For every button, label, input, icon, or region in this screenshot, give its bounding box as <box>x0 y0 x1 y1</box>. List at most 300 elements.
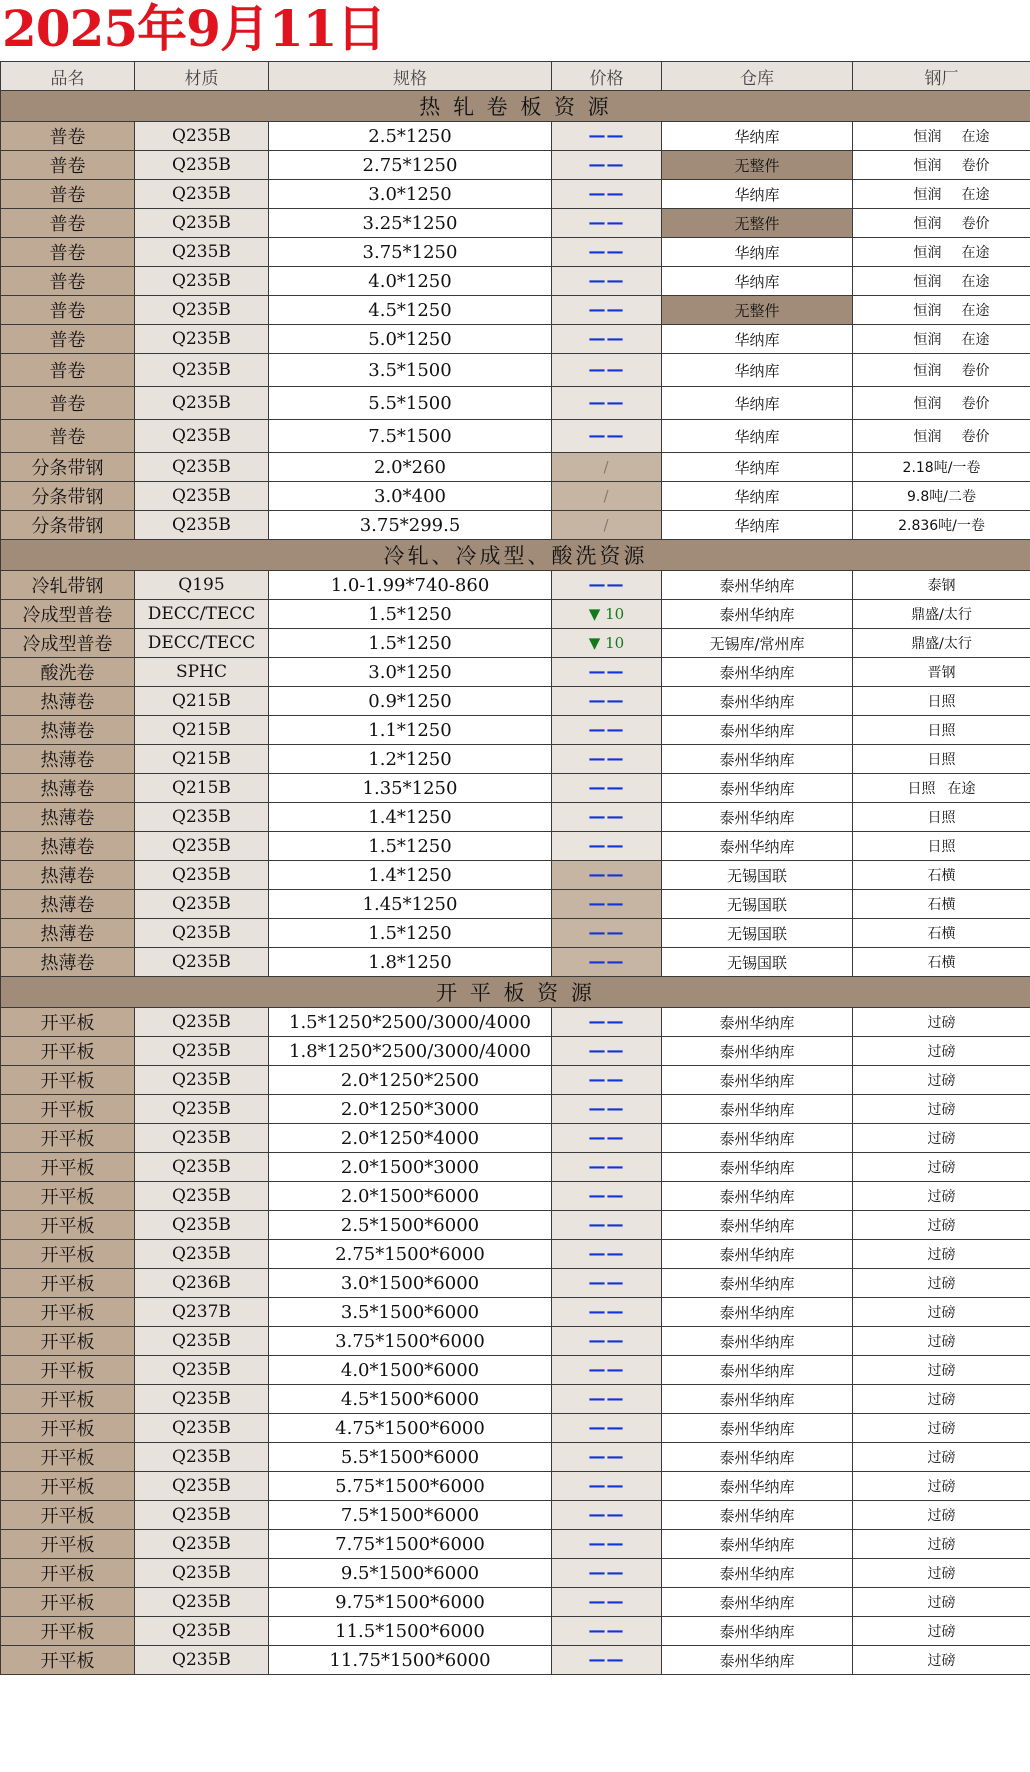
mill-cell <box>853 1646 1030 1675</box>
mill-cell <box>853 1153 1030 1182</box>
mill-cell <box>853 1530 1030 1559</box>
product-name-cell: 热薄卷 <box>1 948 135 977</box>
spec-cell: 5.0*1250 <box>269 325 552 354</box>
mill-name: 石横 <box>927 897 956 913</box>
price-cell <box>552 1240 662 1269</box>
table-row <box>1 238 1030 267</box>
spec-cell: 5.5*1500*6000 <box>269 1443 552 1472</box>
price-value: —— <box>588 923 625 943</box>
mill-cell <box>853 803 1030 832</box>
spec-cell: 1.4*1250 <box>269 861 552 890</box>
material-cell: Q235B <box>135 180 269 209</box>
price-value: —— <box>588 1244 625 1264</box>
mill-note: 卷价 <box>961 363 990 379</box>
price-cell <box>552 1008 662 1037</box>
table-row <box>1 1646 1030 1675</box>
material-cell: Q215B <box>135 687 269 716</box>
price-value: / <box>603 516 610 534</box>
material-cell: Q235B <box>135 1240 269 1269</box>
price-cell <box>552 387 662 420</box>
price-value: —— <box>588 1534 625 1554</box>
mill-cell <box>853 482 1030 511</box>
table-row <box>1 482 1030 511</box>
mill-note: 在途 <box>961 303 990 319</box>
mill-name: 鼎盛/太行 <box>911 607 972 623</box>
material-cell: Q235B <box>135 1443 269 1472</box>
price-cell <box>552 1559 662 1588</box>
price-cell <box>552 1443 662 1472</box>
warehouse-cell: 无整件 <box>662 296 853 325</box>
table-row <box>1 420 1030 453</box>
mill-cell <box>853 1211 1030 1240</box>
spec-cell: 2.0*1500*3000 <box>269 1153 552 1182</box>
product-name-cell: 开平板 <box>1 1559 135 1588</box>
price-value: —— <box>588 1389 625 1409</box>
section-header-row <box>1 540 1030 571</box>
warehouse-cell: 泰州华纳库 <box>662 1182 853 1211</box>
material-cell: Q235B <box>135 919 269 948</box>
mill-name: 9.8吨/二卷 <box>907 489 976 505</box>
warehouse-cell: 泰州华纳库 <box>662 1211 853 1240</box>
product-name-cell: 开平板 <box>1 1646 135 1675</box>
mill-cell <box>853 1501 1030 1530</box>
mill-name: 恒润 <box>913 332 942 348</box>
spec-cell: 4.5*1250 <box>269 296 552 325</box>
mill-name: 恒润 <box>913 187 942 203</box>
section-title: 冷轧、冷成型、酸洗资源 <box>1 540 1030 571</box>
table-row <box>1 1559 1030 1588</box>
spec-cell: 9.75*1500*6000 <box>269 1588 552 1617</box>
price-cell <box>552 716 662 745</box>
table-row <box>1 1414 1030 1443</box>
material-cell: Q235B <box>135 325 269 354</box>
table-row <box>1 1298 1030 1327</box>
warehouse-cell: 泰州华纳库 <box>662 1269 853 1298</box>
mill-name: 过磅 <box>927 1566 956 1582</box>
column-header-warehouse: 仓库 <box>662 62 853 91</box>
price-cell <box>552 1269 662 1298</box>
table-row <box>1 600 1030 629</box>
product-name-cell: 热薄卷 <box>1 716 135 745</box>
table-row <box>1 1153 1030 1182</box>
price-value: —— <box>588 393 625 413</box>
mill-name: 2.18吨/一卷 <box>902 460 981 476</box>
material-cell: Q235B <box>135 1472 269 1501</box>
mill-name: 过磅 <box>927 1363 956 1379</box>
material-cell: Q235B <box>135 1646 269 1675</box>
price-value: —— <box>588 720 625 740</box>
product-name-cell: 普卷 <box>1 387 135 420</box>
price-value: —— <box>588 778 625 798</box>
mill-note: 卷价 <box>961 216 990 232</box>
mill-name: 恒润 <box>913 303 942 319</box>
spec-cell: 9.5*1500*6000 <box>269 1559 552 1588</box>
material-cell: Q235B <box>135 1182 269 1211</box>
table-row <box>1 511 1030 540</box>
material-cell: Q235B <box>135 1414 269 1443</box>
product-name-cell: 冷成型普卷 <box>1 600 135 629</box>
price-cell <box>552 267 662 296</box>
material-cell: Q235B <box>135 890 269 919</box>
price-value: —— <box>588 329 625 349</box>
mill-cell <box>853 629 1030 658</box>
table-row <box>1 571 1030 600</box>
warehouse-cell: 泰州华纳库 <box>662 1646 853 1675</box>
material-cell: Q235B <box>135 948 269 977</box>
mill-name: 过磅 <box>927 1305 956 1321</box>
mill-name: 过磅 <box>927 1131 956 1147</box>
section-header-row <box>1 977 1030 1008</box>
spec-cell: 5.75*1500*6000 <box>269 1472 552 1501</box>
mill-cell <box>853 1327 1030 1356</box>
price-cell <box>552 600 662 629</box>
material-cell: Q235B <box>135 1037 269 1066</box>
column-header-price: 价格 <box>552 62 662 91</box>
warehouse-cell: 华纳库 <box>662 420 853 453</box>
spec-cell: 3.0*1250 <box>269 180 552 209</box>
mill-cell <box>853 1240 1030 1269</box>
product-name-cell: 热薄卷 <box>1 890 135 919</box>
price-value: —— <box>588 836 625 856</box>
price-value: —— <box>588 575 625 595</box>
material-cell: DECC/TECC <box>135 600 269 629</box>
spec-cell: 4.0*1250 <box>269 267 552 296</box>
material-cell: Q235B <box>135 861 269 890</box>
spec-cell: 1.5*1250*2500/3000/4000 <box>269 1008 552 1037</box>
mill-cell <box>853 919 1030 948</box>
spec-cell: 0.9*1250 <box>269 687 552 716</box>
price-cell <box>552 1385 662 1414</box>
product-name-cell: 开平板 <box>1 1095 135 1124</box>
spec-cell: 2.5*1250 <box>269 122 552 151</box>
material-cell: DECC/TECC <box>135 629 269 658</box>
mill-name: 石横 <box>927 868 956 884</box>
mill-cell <box>853 511 1030 540</box>
mill-name: 泰钢 <box>927 578 956 594</box>
price-cell <box>552 832 662 861</box>
price-value: —— <box>588 1360 625 1380</box>
product-name-cell: 开平板 <box>1 1501 135 1530</box>
price-value: —— <box>588 1592 625 1612</box>
spec-cell: 7.75*1500*6000 <box>269 1530 552 1559</box>
mill-cell <box>853 1298 1030 1327</box>
price-cell <box>552 354 662 387</box>
warehouse-cell: 华纳库 <box>662 511 853 540</box>
mill-note: 在途 <box>961 274 990 290</box>
table-row <box>1 1385 1030 1414</box>
price-cell <box>552 861 662 890</box>
mill-cell <box>853 1008 1030 1037</box>
mill-note: 在途 <box>961 129 990 145</box>
product-name-cell: 普卷 <box>1 209 135 238</box>
table-row <box>1 1240 1030 1269</box>
table-row <box>1 861 1030 890</box>
price-value: —— <box>588 1012 625 1032</box>
warehouse-cell: 泰州华纳库 <box>662 1443 853 1472</box>
warehouse-cell: 泰州华纳库 <box>662 1588 853 1617</box>
spec-cell: 3.5*1500 <box>269 354 552 387</box>
product-name-cell: 开平板 <box>1 1588 135 1617</box>
warehouse-cell: 泰州华纳库 <box>662 745 853 774</box>
price-cell <box>552 122 662 151</box>
table-row <box>1 296 1030 325</box>
table-row <box>1 716 1030 745</box>
column-header-material: 材质 <box>135 62 269 91</box>
price-value: —— <box>588 1215 625 1235</box>
warehouse-cell: 泰州华纳库 <box>662 1501 853 1530</box>
section-title: 开 平 板 资 源 <box>1 977 1030 1008</box>
product-name-cell: 冷轧带钢 <box>1 571 135 600</box>
material-cell: Q235B <box>135 151 269 180</box>
material-cell: Q215B <box>135 774 269 803</box>
material-cell: Q235B <box>135 1008 269 1037</box>
section-header-row <box>1 91 1030 122</box>
mill-cell <box>853 571 1030 600</box>
price-cell <box>552 948 662 977</box>
mill-name: 日照 <box>907 781 936 797</box>
price-cell <box>552 511 662 540</box>
mill-name: 石横 <box>927 955 956 971</box>
price-cell <box>552 745 662 774</box>
table-row <box>1 745 1030 774</box>
price-value: —— <box>588 1650 625 1670</box>
price-cell <box>552 180 662 209</box>
mill-name: 过磅 <box>927 1102 956 1118</box>
warehouse-cell: 泰州华纳库 <box>662 600 853 629</box>
mill-name: 石横 <box>927 926 956 942</box>
mill-note: 在途 <box>961 245 990 261</box>
price-cell <box>552 1037 662 1066</box>
mill-name: 过磅 <box>927 1160 956 1176</box>
mill-note: 在途 <box>947 781 976 797</box>
price-value: / <box>603 458 610 476</box>
table-row <box>1 1530 1030 1559</box>
mill-name: 日照 <box>927 752 956 768</box>
product-name-cell: 开平板 <box>1 1443 135 1472</box>
material-cell: Q235B <box>135 482 269 511</box>
material-cell: Q236B <box>135 1269 269 1298</box>
warehouse-cell: 无锡国联 <box>662 919 853 948</box>
price-cell <box>552 482 662 511</box>
mill-cell <box>853 1559 1030 1588</box>
warehouse-cell: 无锡国联 <box>662 890 853 919</box>
mill-name: 晋钢 <box>927 665 956 681</box>
price-cell <box>552 774 662 803</box>
mill-name: 过磅 <box>927 1218 956 1234</box>
warehouse-cell: 华纳库 <box>662 122 853 151</box>
price-cell <box>552 238 662 267</box>
table-row <box>1 1211 1030 1240</box>
spec-cell: 7.5*1500 <box>269 420 552 453</box>
mill-name: 过磅 <box>927 1624 956 1640</box>
price-value: —— <box>588 213 625 233</box>
mill-cell <box>853 420 1030 453</box>
mill-name: 2.836吨/一卷 <box>898 518 985 534</box>
warehouse-cell: 华纳库 <box>662 267 853 296</box>
warehouse-cell: 泰州华纳库 <box>662 1037 853 1066</box>
spec-cell: 2.0*1250*4000 <box>269 1124 552 1153</box>
product-name-cell: 热薄卷 <box>1 803 135 832</box>
mill-cell <box>853 1617 1030 1646</box>
product-name-cell: 开平板 <box>1 1356 135 1385</box>
mill-cell <box>853 1588 1030 1617</box>
mill-cell <box>853 296 1030 325</box>
warehouse-cell: 泰州华纳库 <box>662 687 853 716</box>
mill-name: 日照 <box>927 694 956 710</box>
mill-cell <box>853 180 1030 209</box>
price-value: ▼ 10 <box>588 634 625 652</box>
table-row <box>1 1008 1030 1037</box>
price-value: —— <box>588 126 625 146</box>
mill-cell <box>853 1095 1030 1124</box>
spec-cell: 1.5*1250 <box>269 832 552 861</box>
table-row <box>1 1617 1030 1646</box>
product-name-cell: 热薄卷 <box>1 687 135 716</box>
product-name-cell: 普卷 <box>1 238 135 267</box>
spec-cell: 2.5*1500*6000 <box>269 1211 552 1240</box>
mill-cell <box>853 387 1030 420</box>
column-header-mill: 钢厂 <box>853 62 1030 91</box>
price-value: / <box>603 487 610 505</box>
price-cell <box>552 1588 662 1617</box>
mill-cell <box>853 600 1030 629</box>
table-row <box>1 267 1030 296</box>
header-row <box>1 62 1030 91</box>
spec-cell: 4.5*1500*6000 <box>269 1385 552 1414</box>
table-row <box>1 1327 1030 1356</box>
material-cell: Q235B <box>135 420 269 453</box>
price-cell <box>552 1153 662 1182</box>
product-name-cell: 分条带钢 <box>1 511 135 540</box>
mill-name: 日照 <box>927 810 956 826</box>
price-cell <box>552 629 662 658</box>
table-row <box>1 1269 1030 1298</box>
product-name-cell: 普卷 <box>1 122 135 151</box>
table-row <box>1 1588 1030 1617</box>
mill-cell <box>853 716 1030 745</box>
price-cell <box>552 1530 662 1559</box>
price-value: —— <box>588 894 625 914</box>
table-row <box>1 1472 1030 1501</box>
product-name-cell: 开平板 <box>1 1037 135 1066</box>
material-cell: Q235B <box>135 1327 269 1356</box>
product-name-cell: 普卷 <box>1 151 135 180</box>
product-name-cell: 开平板 <box>1 1298 135 1327</box>
warehouse-cell: 华纳库 <box>662 238 853 267</box>
section-title: 热 轧 卷 板 资 源 <box>1 91 1030 122</box>
mill-cell <box>853 151 1030 180</box>
mill-name: 过磅 <box>927 1392 956 1408</box>
price-value: —— <box>588 662 625 682</box>
product-name-cell: 开平板 <box>1 1240 135 1269</box>
warehouse-cell: 泰州华纳库 <box>662 832 853 861</box>
product-name-cell: 普卷 <box>1 325 135 354</box>
material-cell: Q235B <box>135 832 269 861</box>
mill-cell <box>853 354 1030 387</box>
warehouse-cell: 泰州华纳库 <box>662 1095 853 1124</box>
warehouse-cell: 泰州华纳库 <box>662 1240 853 1269</box>
mill-name: 过磅 <box>927 1015 956 1031</box>
price-value: —— <box>588 1273 625 1293</box>
warehouse-cell: 泰州华纳库 <box>662 1414 853 1443</box>
warehouse-cell: 泰州华纳库 <box>662 1008 853 1037</box>
product-name-cell: 普卷 <box>1 354 135 387</box>
product-name-cell: 开平板 <box>1 1066 135 1095</box>
price-value: —— <box>588 1505 625 1525</box>
table-row <box>1 803 1030 832</box>
price-cell <box>552 919 662 948</box>
material-cell: Q235B <box>135 1095 269 1124</box>
product-name-cell: 开平板 <box>1 1269 135 1298</box>
table-row <box>1 687 1030 716</box>
price-value: —— <box>588 1331 625 1351</box>
product-name-cell: 开平板 <box>1 1153 135 1182</box>
product-name-cell: 开平板 <box>1 1414 135 1443</box>
mill-name: 过磅 <box>927 1276 956 1292</box>
material-cell: Q215B <box>135 745 269 774</box>
table-row <box>1 1182 1030 1211</box>
price-cell <box>552 1327 662 1356</box>
price-cell <box>552 1298 662 1327</box>
spec-cell: 2.0*1250*2500 <box>269 1066 552 1095</box>
spec-cell: 4.75*1500*6000 <box>269 1414 552 1443</box>
table-row <box>1 774 1030 803</box>
price-value: —— <box>588 1621 625 1641</box>
price-value: —— <box>588 807 625 827</box>
mill-name: 过磅 <box>927 1073 956 1089</box>
warehouse-cell: 华纳库 <box>662 354 853 387</box>
mill-note: 卷价 <box>961 396 990 412</box>
mill-cell <box>853 238 1030 267</box>
spec-cell: 2.0*1250*3000 <box>269 1095 552 1124</box>
spec-cell: 1.2*1250 <box>269 745 552 774</box>
price-value: —— <box>588 271 625 291</box>
price-value: —— <box>588 184 625 204</box>
material-cell: Q235B <box>135 1559 269 1588</box>
spec-cell: 1.5*1250 <box>269 629 552 658</box>
product-name-cell: 热薄卷 <box>1 774 135 803</box>
mill-note: 卷价 <box>961 429 990 445</box>
mill-cell <box>853 1385 1030 1414</box>
page-title: 2025年9月11日 <box>2 0 386 58</box>
price-value: —— <box>588 749 625 769</box>
spec-cell: 1.4*1250 <box>269 803 552 832</box>
material-cell: SPHC <box>135 658 269 687</box>
product-name-cell: 分条带钢 <box>1 482 135 511</box>
price-cell <box>552 1501 662 1530</box>
spec-cell: 5.5*1500 <box>269 387 552 420</box>
spec-cell: 2.75*1250 <box>269 151 552 180</box>
product-name-cell: 普卷 <box>1 296 135 325</box>
warehouse-cell: 华纳库 <box>662 482 853 511</box>
mill-cell <box>853 325 1030 354</box>
mill-cell <box>853 774 1030 803</box>
material-cell: Q235B <box>135 1066 269 1095</box>
spec-cell: 2.0*1500*6000 <box>269 1182 552 1211</box>
product-name-cell: 开平板 <box>1 1472 135 1501</box>
warehouse-cell: 泰州华纳库 <box>662 1153 853 1182</box>
spec-cell: 3.0*1500*6000 <box>269 1269 552 1298</box>
material-cell: Q215B <box>135 716 269 745</box>
warehouse-cell: 泰州华纳库 <box>662 571 853 600</box>
spec-cell: 4.0*1500*6000 <box>269 1356 552 1385</box>
product-name-cell: 冷成型普卷 <box>1 629 135 658</box>
mill-name: 日照 <box>927 723 956 739</box>
mill-cell <box>853 745 1030 774</box>
product-name-cell: 普卷 <box>1 267 135 296</box>
price-cell <box>552 1066 662 1095</box>
warehouse-cell: 泰州华纳库 <box>662 774 853 803</box>
